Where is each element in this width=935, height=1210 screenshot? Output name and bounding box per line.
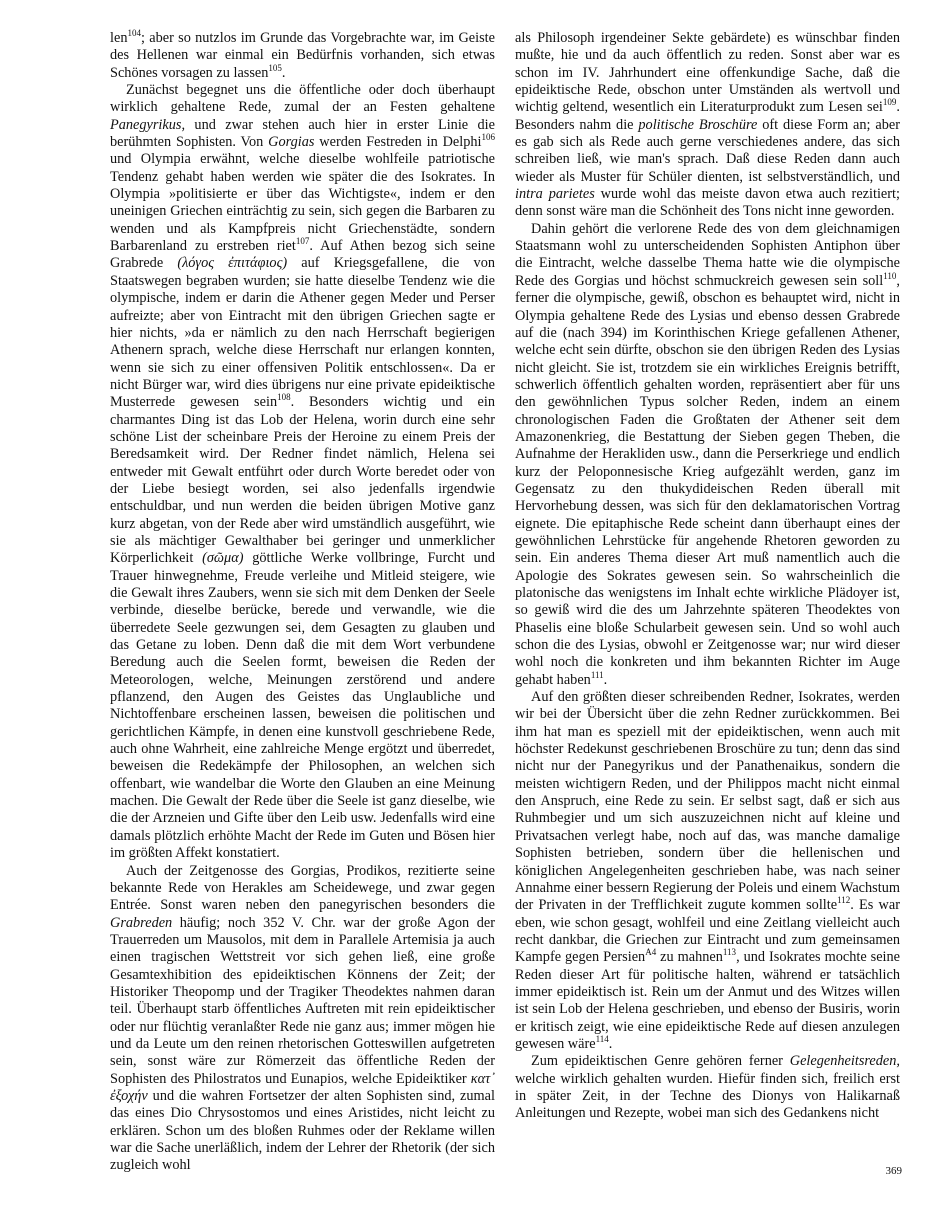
paragraph: Dahin gehört die verlorene Rede des von dem gleichnamigen Staatsmann wohl zu unterscheidenden Sophisten Antiphon über die Eintracht, welche dasselbe Thema hatte wie die olympische Rede des Gorgias und höchst schmuckreich gewesen sein soll$^{110}$, ferner die olympische, gewiß, obschon es behauptet wird, nicht in Olympia gehaltene Rede des Lysias und ebenso dessen Grabrede auf die (nach 394) im Korinthischen Kriege gefallenen Athener, welche echt sein dürfte, obschon sie den übrigen Reden des Lysias nicht gleicht. Sie ist, trotzdem sie ein wirkliches Ereignis betrifft, schwerlich öffentlich gehalten worden, repräsentiert aber für uns den gewöhnlichen Typus solcher Reden, indem an einem chronologischen Faden die Großtaten der Athener seit dem Amazonenkrieg, die Bestattung der Sieben gegen Theben, die Aufnahme der Herakliden usw., dann die Perserkriege und endlich kurz der Peloponnesische Krieg aufgezählt werden, ganz im Gegensatz zu den thukydideischen Reden überall mit Hervorhebung dessen, was sich für den deklamatorischen Vortrag eignete. Die epitaphische Rede scheint dann überhaupt eines der gewöhnlichen Lehrstücke für angehende Rhetoren geworden zu sein. Ein anderes Thema dieser Art muß namentlich auch die Apologie des Sokrates gewesen sein. So wahrscheinlich die platonische das wenigstens im Inhalt echte wirkliche Plädoyer ist, so gewiß wird die des um Jahrzehnte späteren Theodektes von Phaselis eine bloße Schularbeit gewesen sein. Und so wohl auch schon die des Lysias, obwohl er Zeitgenosse war; nur wird dieser wohl noch die konkreten und ihm bekannten Richter im Auge gehabt haben$^{111}$.	[515, 220, 900, 688]
paragraph: als Philosoph irgendeiner Sekte gebärdete) es wünschbar finden mußte, hie und da auch öffentlich zu reden. Sonst aber war es schon im IV. Jahrhundert eine offenkundige Sache, daß die epideiktische Rede, obschon unter Umständen als wertvoll und wichtig geltend, wesentlich ein Literaturprodukt zum Lesen sei$^{109}$. Besonders nahm die politische Broschüre oft diese Form an; aber es gab sich als Rede auch gerne verschiedenes andere, das sich schreiben ließ, wie man's sprach. Daß diese Reden dann auch wieder als Muster für Schüler dienten, ist selbstverständlich, und intra parietes wurde wohl das meiste davon etwa auch rezitiert; denn sonst wäre man die Schönheit des Tons nicht inne geworden.	[515, 30, 900, 220]
right-text-column	[515, 30, 900, 1123]
left-text-column	[110, 30, 495, 1175]
paragraph: Zunächst begegnet uns die öffentliche oder doch überhaupt wirklich gehaltene Rede, zumal der an Festen gehaltene Panegyrikus, und zwar stehen auch hier in erster Linie die berühmten Sophisten. Von Gorgias werden Festreden in Delphi$^{106}$ und Olympia erwähnt, welche dieselbe wohlfeile patriotische Tendenz gehabt haben werden wie später die des Isokrates. In Olympia »politisierte er über das Wichtigste«, indem er den uneinigen Griechen einträchtig zu sein, sich gegen die Barbaren zu wenden und als Kampfpreis nicht Griechenstädte, sondern Barbarenland zu erstreben riet$^{107}$. Auf Athen bezog sich seine Grabrede (λόγος ἐπιτάφιος) auf Kriegsgefallene, die von Staatswegen begraben wurden; sie hatte dieselbe Tendenz wie die olympische, indem er darin die Athener gegen Meder und Perser aufreizte; aber von Eintracht mit den übrigen Griechen sagte er hier nichts, »da er nämlich zu den nach Herrschaft begierigen Athenern sprach, welche diese Herrschaft nur erlangen konnten, wenn sie sich zu einer offensiven Politik entschlossen«. Da er nicht Bürger war, wird dies übrigens nur eine private epideiktische Musterrede gewesen sein$^{108}$. Besonders wichtig und ein charmantes Ding ist das Lob der Helena, worin durch eine sehr schöne List der scheinbare Preis der Heroine zu einem Preis der Beredsamkeit wird. Der Redner findet nämlich, Helena sei entweder mit Gewalt entführt oder durch Worte beredet oder von der Liebe besiegt worden, sei also jedenfalls irgendwie entschuldbar, und nun werden die beiden übrigen Motive ganz kurz abgetan, von der Rede aber wird umständlich ausgeführt, wie sie als mächtiger Gewalthaber bei geringer und unmerklicher Körperlichkeit (σῶμα) göttliche Werke vollbringe, Furcht und Trauer hinwegnehme, Freude verleihe und Mitleid steigere, wie die Gewalt ihres Zaubers, wenn sie sich mit dem Denken der Seele verbinde, dieselbe berücke, berede und verwandle, wie die überredete Seele gezwungen sei, dem Gesagten zu glauben und das Getane zu loben. Denn daß die mit dem Wort verbundene Beredung auch die Seelen formt, beweisen die Reden der Meteorologen, welche, Meinungen zerstörend und andere pflanzend, den Augen des Geistes das Unglaubliche und Nichtoffenbare erscheinen lassen, beweisen die politischen und gerichtlichen Kämpfe, in denen eine kunstvoll geschriebene Rede, auch ohne Wahrheit, eine zahlreiche Menge ergötzt und überredet, beweisen die Redekämpfe der Philosophen, an welchen sich offenbart, wie wandelbar die Worte den Glauben an eine Meinung machen. Die Gewalt der Rede über die Seele ist ganz dieselbe, wie die der Arzneien und Gifte über den Leib usw. Jedenfalls wird eine damals plötzlich erhöhte Macht der Rede im Guten und Bösen hier im größten Affekt konstatiert.	[110, 82, 495, 862]
paragraph: Zum epideiktischen Genre gehören ferner Gelegenheitsreden, welche wirklich gehalten wurden. Hiefür finden sich, freilich erst in später Zeit, in der Techne des Dionys von Halikarnaß Anleitungen und Rezepte, wobei man sich des Gedankens nicht	[515, 1053, 900, 1122]
paragraph: Auf den größten dieser schreibenden Redner, Isokrates, werden wir bei der Übersicht über die zehn Redner zurückkommen. Bei ihm hat man es speziell mit der epideiktischen, wenn auch mit höchster Redekunst geschriebenen Broschüre zu tun; denn das sind nicht nur der Panegyrikus und der Panathenaikus, sondern die meisten wichtigern Reden, und der Philippos macht nicht einmal den Anspruch, eine Rede zu sein. Er selbst sagt, daß er sich aus Ruhmbegier und um sich auszuzeichnen nicht auf kleine und Privatsachen verlegt habe, noch auf das, was manche damalige Sophisten betrieben, sondern über die hellenischen und königlichen Angelegenheiten geschrieben habe, was nach seiner Annahme einer bessern Regierung der Poleis und einem Wachstum der Privaten in der Trefflichkeit zugute kommen sollte$^{112}$. Es war eben, wie schon gesagt, wohlfeil und eine Zeitlang vielleicht auch recht dankbar, die Griechen zur Eintracht und zum gemeinsamen Kampfe gegen Persien$^{A4}$ zu mahnen$^{113}$, und Isokrates mochte seine Reden dieser Art für politische halten, während er tatsächlich immer epideiktisch ist. Rein um der Anmut und des Witzes willen ist sein Lob der Helena geschrieben, und ebenso der Busiris, worin er kritisch zeigt, wie eine epideiktische Rede auf diesen anzulegen gewesen wäre$^{114}$.	[515, 689, 900, 1052]
page-number: 369	[885, 1165, 902, 1177]
paragraph: len$^{104}$; aber so nutzlos im Grunde das Vorgebrachte war, im Geiste des Hellenen war einmal ein Bedürfnis vorhanden, sich etwas Schönes vorsagen zu lassen$^{105}$.	[110, 28, 495, 81]
paragraph: Auch der Zeitgenosse des Gorgias, Prodikos, rezitierte seine bekannte Rede von Herakles am Scheidewege, und zwar gegen Entrée. Sonst waren neben den panegyrischen besonders die Grabreden häufig; noch 352 V. Chr. war der große Agon der Trauerreden um Mausolos, mit dem in Parallele Artemisia ja auch einen tragischen Wettstreit vor sich gehen ließ, eine große Gesamtexhibition des epideiktischen Könnens der Zeit; der Historiker Theopomp und der Tragiker Theodektes nahmen daran teil. Überhaupt starb öffentliches Auftreten mit rein epideiktischer oder nur flüchtig veranlaßter Rede nie ganz aus; immer mögen hie und da Leute um den reinen rhetorischen Gotteswillen aufgetreten sein, sonst wäre zur Römerzeit das öffentliche Reden der Sophisten des Philostratos und Eunapios, welche Epideiktiker κατ᾽ ἐξοχήν und die wahren Fortsetzer der alten Sophisten sind, zumal das eines Dio Chrysostomos und eines Aristides, nicht leicht zu erklären. Schon um des bloßen Ruhmes oder der Reklame willen war die Sache unerläßlich, indem der Lehrer der Rhetorik (der sich zugleich wohl	[110, 862, 495, 1174]
